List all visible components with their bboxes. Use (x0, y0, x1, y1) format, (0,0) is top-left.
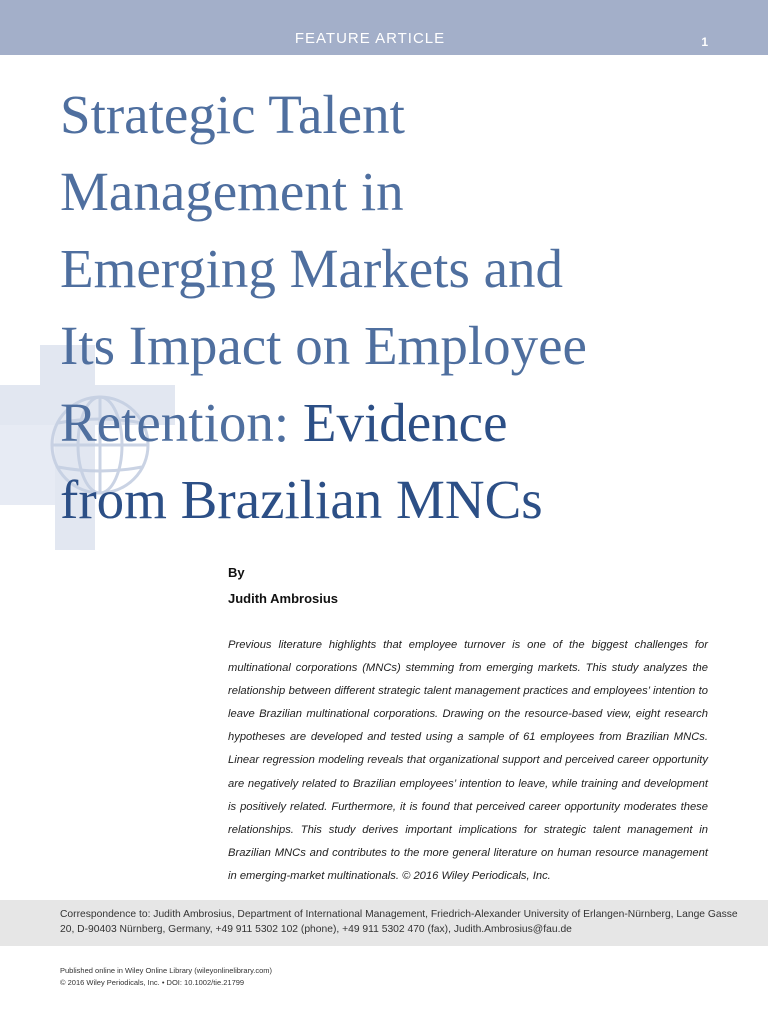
page-number: 1 (701, 35, 708, 49)
title-line: Its Impact on Employee (60, 315, 587, 376)
title-line: Management in (60, 161, 404, 222)
byline-label: By (228, 565, 245, 580)
copyright-doi: © 2016 Wiley Periodicals, Inc. • DOI: 10.1002/tie.21799 (60, 978, 245, 987)
subtitle-line: Evidence (302, 392, 508, 453)
abstract: Previous literature highlights that employee turnover is one of the biggest challenges for multinational corporations (MNCs) stemming from emerging markets. This study analyzes the relationship between different strategic talent management practices and employees’ intention to leave Brazilian multinational corporations. Drawing on the resource-based view, eight research hypotheses are developed and tested using a sample of 61 employees from Brazilian MNCs. Linear regression modeling reveals that organizational support and perceived career opportunity are negatively related to Brazilian employees’ intention to leave, while training and development is positively related. Furthermore, it is found that perceived career opportunity moderates these relationships. This study derives important implications for strategic talent management in Brazilian MNCs and contributes to the more general literature on human resource management in emerging-market multinationals. © 2016 Wiley Periodicals, Inc. (228, 639, 708, 882)
published-online-note: Published online in Wiley Online Library (wileyonlinelibrary.com) (60, 966, 273, 975)
article-title (60, 76, 740, 538)
section-label: FEATURE ARTICLE (294, 30, 446, 47)
title-line: Strategic Talent (60, 84, 405, 145)
correspondence-note: Correspondence to: Judith Ambrosius, Department of International Management, Friedrich-Alexander University of Erlangen-Nürnberg, Lange Gasse 20, D-90403 Nürnberg, Germany, +49 911 5302 102 (phone), +49 911 5302 470 (fax), Judith.Ambrosius@fau.de (60, 909, 738, 935)
title-line: Emerging Markets and (60, 238, 564, 299)
subtitle-line: from Brazilian MNCs (60, 469, 543, 530)
title-line: Retention: (60, 392, 290, 453)
author-name: Judith Ambrosius (228, 591, 339, 606)
